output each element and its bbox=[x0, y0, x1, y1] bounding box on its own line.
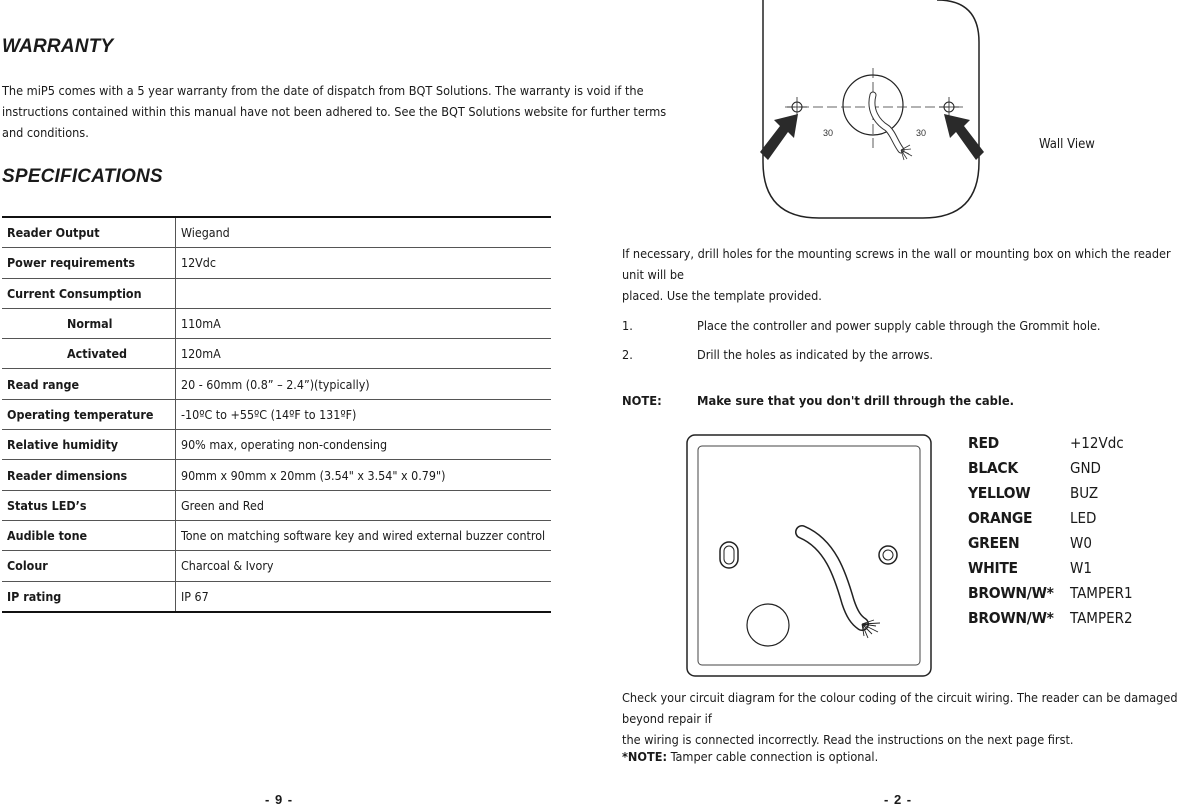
wire-function: BUZ bbox=[1070, 484, 1099, 502]
table-row bbox=[2, 278, 551, 308]
spec-label: Activated bbox=[2, 339, 176, 369]
wire-color-label: RED bbox=[968, 434, 999, 452]
wire-color-label: GREEN bbox=[968, 534, 1020, 552]
spec-value: 110mA bbox=[176, 308, 552, 338]
table-row bbox=[2, 248, 551, 278]
wire-color-label: ORANGE bbox=[968, 509, 1033, 527]
table-row bbox=[2, 520, 551, 550]
wire-color-label: BLACK bbox=[968, 459, 1018, 477]
warranty-line: instructions contained within this manual have not been adhered to. See the BQT Solutions website for further terms bbox=[2, 104, 667, 119]
spec-label: IP rating bbox=[2, 581, 176, 612]
table-row bbox=[2, 308, 551, 338]
wire-color-label: WHITE bbox=[968, 559, 1018, 577]
check-line: Check your circuit diagram for the colour coding of the circuit wiring. The reader can be damaged beyond repair if bbox=[622, 690, 1178, 726]
drill-line: placed. Use the template provided. bbox=[622, 288, 822, 303]
spec-label: Colour bbox=[2, 551, 176, 581]
wire-color-label: BROWN/W* bbox=[968, 584, 1054, 602]
page-number-left: - 9 - bbox=[265, 792, 294, 807]
table-row bbox=[2, 399, 551, 429]
wire-color-label: YELLOW bbox=[968, 484, 1031, 502]
tamper-note bbox=[622, 749, 878, 764]
spec-value: -10ºC to +55ºC (14ºF to 131ºF) bbox=[176, 399, 552, 429]
warranty-text bbox=[2, 80, 666, 143]
wire-function: TAMPER1 bbox=[1070, 584, 1133, 602]
spec-label: Reader Output bbox=[2, 217, 176, 248]
check-circuit-text bbox=[622, 687, 1179, 750]
dimension-label-right: 30 bbox=[916, 128, 927, 138]
check-line: the wiring is connected incorrectly. Read the instructions on the next page first. bbox=[622, 732, 1074, 747]
table-row bbox=[2, 581, 551, 612]
note-label: NOTE: bbox=[622, 394, 662, 409]
drill-line: If necessary, drill holes for the mounting screws in the wall or mounting box on which the reader unit will be bbox=[622, 246, 1171, 282]
spec-label: Status LED’s bbox=[2, 490, 176, 520]
wire-function: GND bbox=[1070, 459, 1101, 477]
spec-label: Normal bbox=[2, 308, 176, 338]
spec-label: Audible tone bbox=[2, 520, 176, 550]
wire-function: W0 bbox=[1070, 534, 1092, 552]
spec-label: Power requirements bbox=[2, 248, 176, 278]
step-text: Drill the holes as indicated by the arrows. bbox=[697, 347, 933, 362]
spec-value: Green and Red bbox=[176, 490, 552, 520]
spec-value: 20 - 60mm (0.8” – 2.4”)(typically) bbox=[176, 369, 552, 399]
step-number: 2. bbox=[622, 347, 633, 362]
spec-label: Operating temperature bbox=[2, 399, 176, 429]
arrow-icon bbox=[934, 112, 986, 172]
table-row bbox=[2, 430, 551, 460]
spec-value: Tone on matching software key and wired external buzzer control bbox=[176, 520, 552, 550]
spec-value: 90% max, operating non-condensing bbox=[176, 430, 552, 460]
table-row bbox=[2, 490, 551, 520]
spec-value: 12Vdc bbox=[176, 248, 552, 278]
spec-label: Current Consumption bbox=[2, 278, 176, 308]
wire-function: TAMPER2 bbox=[1070, 609, 1133, 627]
dimension-label-left: 30 bbox=[823, 128, 834, 138]
spec-value: Wiegand bbox=[176, 217, 552, 248]
spec-value: 120mA bbox=[176, 339, 552, 369]
table-row bbox=[2, 339, 551, 369]
tamper-note-text: Tamper cable connection is optional. bbox=[670, 749, 879, 764]
warranty-line: and conditions. bbox=[2, 125, 89, 140]
note-text: Make sure that you don't drill through the cable. bbox=[697, 394, 1015, 409]
warranty-line: The miP5 comes with a 5 year warranty from the date of dispatch from BQT Solutions. The warranty is void if the bbox=[2, 83, 644, 98]
spec-label: Reader dimensions bbox=[2, 460, 176, 490]
table-row bbox=[2, 460, 551, 490]
spec-value: IP 67 bbox=[176, 581, 552, 612]
spec-label: Read range bbox=[2, 369, 176, 399]
spec-value: Charcoal & Ivory bbox=[176, 551, 552, 581]
table-row bbox=[2, 217, 551, 248]
spec-value bbox=[176, 278, 552, 308]
drill-instructions bbox=[622, 243, 1179, 306]
spec-value: 90mm x 90mm x 20mm (3.54" x 3.54" x 0.79") bbox=[176, 460, 552, 490]
specifications-table bbox=[2, 216, 551, 613]
spec-label: Relative humidity bbox=[2, 430, 176, 460]
table-row bbox=[2, 551, 551, 581]
wire-color-label: BROWN/W* bbox=[968, 609, 1054, 627]
wire-function: W1 bbox=[1070, 559, 1092, 577]
wall-template-diagram bbox=[755, 0, 985, 222]
wall-view-label: Wall View bbox=[1039, 137, 1095, 152]
specifications-heading: SPECIFICATIONS bbox=[2, 166, 163, 187]
arrow-icon bbox=[758, 112, 808, 172]
tamper-note-label: *NOTE: bbox=[622, 749, 668, 764]
table-row bbox=[2, 369, 551, 399]
wire-function: +12Vdc bbox=[1070, 434, 1124, 452]
wire-function: LED bbox=[1070, 509, 1097, 527]
step-number: 1. bbox=[622, 318, 633, 333]
reader-back-diagram bbox=[686, 434, 934, 680]
page-number-right: - 2 - bbox=[884, 792, 913, 807]
step-text: Place the controller and power supply cable through the Grommit hole. bbox=[697, 318, 1101, 333]
warranty-heading: WARRANTY bbox=[2, 36, 114, 57]
